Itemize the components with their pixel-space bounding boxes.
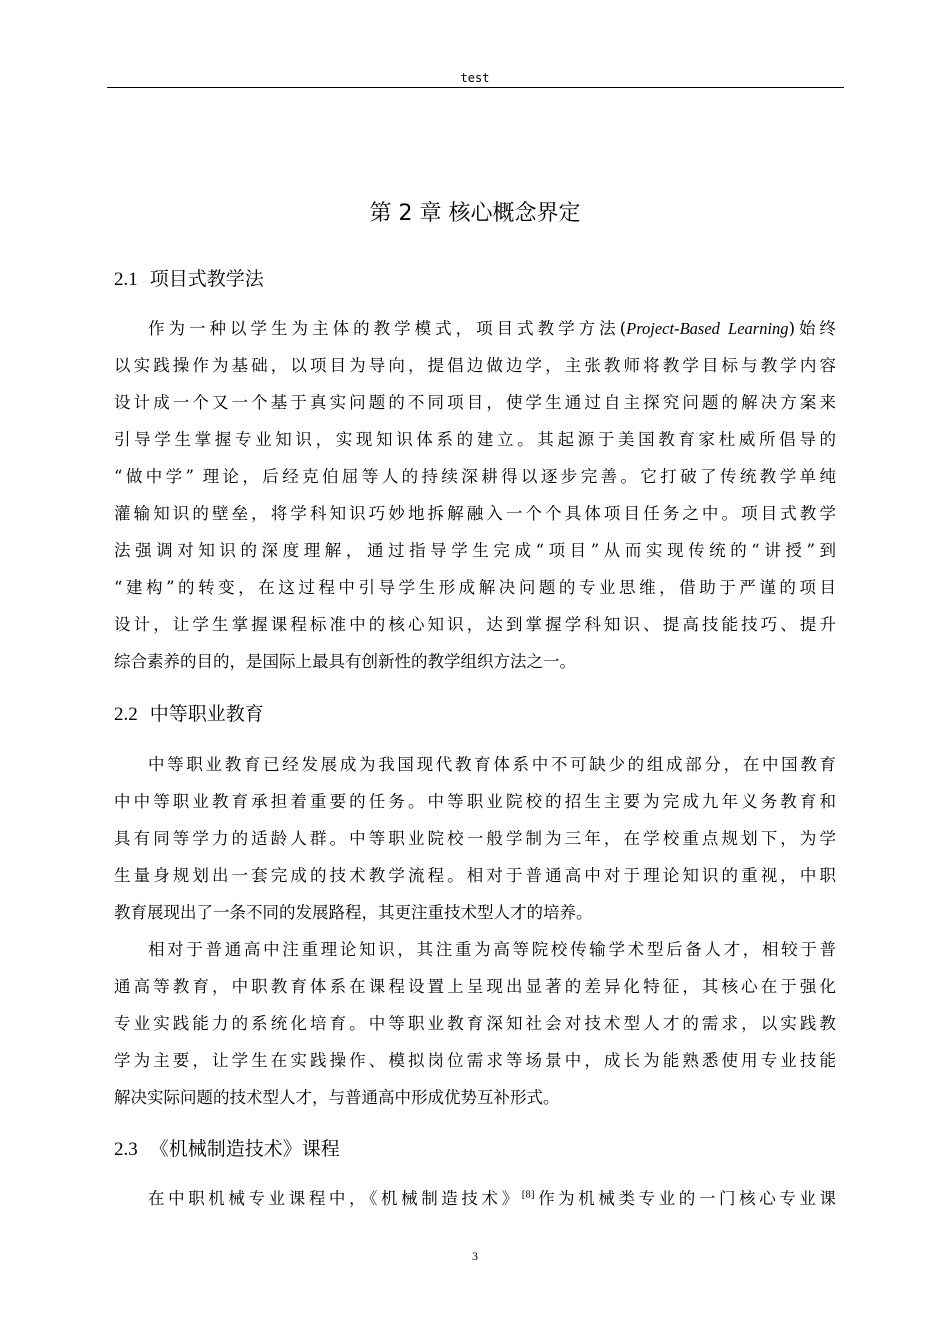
paragraph-line: 中等职业教育已经发展成为我国现代教育体系中不可缺少的组成部分，在中国教育 xyxy=(148,755,836,774)
section-title: 《机械制造技术》课程 xyxy=(149,1138,340,1160)
section-number: 2.2 xyxy=(114,704,138,725)
paragraph-line: 专业实践能力的系统化培育。中等职业教育深知社会对技术型人才的需求，以实践教 xyxy=(114,1014,836,1033)
text-run: 作为一种以学生为主体的教学模式，项目式教学方法( xyxy=(148,319,627,338)
paragraph-line: 中中等职业教育承担着重要的任务。中等职业院校的招生主要为完成九年义务教育和 xyxy=(114,792,836,811)
page-header: test xyxy=(460,71,490,85)
section-number: 2.1 xyxy=(114,269,138,290)
section-number: 2.3 xyxy=(114,1139,138,1160)
paragraph-line xyxy=(148,1185,836,1209)
paragraph-line xyxy=(148,315,836,339)
italic-term: Project-Based Learning xyxy=(626,319,789,338)
paragraph-line: 生量身规划出一套完成的技术教学流程。相对于普通高中对于理论知识的重视，中职 xyxy=(114,866,836,885)
paragraph-line: 学为主要，让学生在实践操作、模拟岗位需求等场景中，成长为能熟悉使用专业技能 xyxy=(114,1051,836,1070)
paragraph-line: 相对于普通高中注重理论知识，其注重为高等院校传输学术型后备人才，相较于普 xyxy=(148,940,836,959)
paragraph-line: “建构”的转变，在这过程中引导学生形成解决问题的专业思维，借助于严谨的项目 xyxy=(114,578,836,597)
paragraph-line: 通高等教育，中职教育体系在课程设置上呈现出显著的差异化特征，其核心在于强化 xyxy=(114,977,836,996)
paragraph-line: 具有同等学力的适龄人群。中等职业院校一般学制为三年，在学校重点规划下，为学 xyxy=(114,829,836,848)
paragraph-line: 综合素养的目的，是国际上最具有创新性的教学组织方法之一。 xyxy=(114,652,576,671)
paragraph-line: 解决实际问题的技术型人才，与普通高中形成优势互补形式。 xyxy=(114,1088,560,1107)
section-heading-2-3 xyxy=(114,1134,340,1161)
chapter-title: 第 2 章 核心概念界定 xyxy=(369,201,581,226)
header-rule xyxy=(107,87,844,88)
paragraph-line: 灌输知识的壁垒，将学科知识巧妙地拆解融入一个个具体项目任务之中。项目式教学 xyxy=(114,504,836,523)
citation-ref: [8] xyxy=(521,1190,535,1201)
section-title: 项目式教学法 xyxy=(149,268,264,290)
paragraph-line: 法强调对知识的深度理解，通过指导学生完成“项目”从而实现传统的“讲授”到 xyxy=(114,541,836,560)
text-run: 作为机械类专业的一门核心专业课 xyxy=(534,1189,837,1208)
page-number: 3 xyxy=(472,1249,478,1263)
paragraph-line: “做中学” 理论，后经克伯屈等人的持续深耕得以逐步完善。它打破了传统教学单纯 xyxy=(114,467,836,486)
paragraph-line: 设计成一个又一个基于真实问题的不同项目，使学生通过自主探究问题的解决方案来 xyxy=(114,393,836,412)
paragraph-line: 以实践操作为基础，以项目为导向，提倡边做边学，主张教师将教学目标与教学内容 xyxy=(114,356,836,375)
section-title: 中等职业教育 xyxy=(149,703,264,725)
paragraph-line: 设计，让学生掌握课程标准中的核心知识，达到掌握学科知识、提高技能技巧、提升 xyxy=(114,615,836,634)
paragraph-line: 引导学生掌握专业知识，实现知识体系的建立。其起源于美国教育家杜威所倡导的 xyxy=(114,430,836,449)
paragraph-line: 教育展现出了一条不同的发展路程，其更注重技术型人才的培养。 xyxy=(114,903,593,922)
section-heading-2-2 xyxy=(114,699,264,726)
text-run: )始终 xyxy=(788,319,837,338)
section-heading-2-1 xyxy=(114,264,264,291)
text-run: 在中职机械专业课程中，《机械制造技术》 xyxy=(148,1189,522,1208)
